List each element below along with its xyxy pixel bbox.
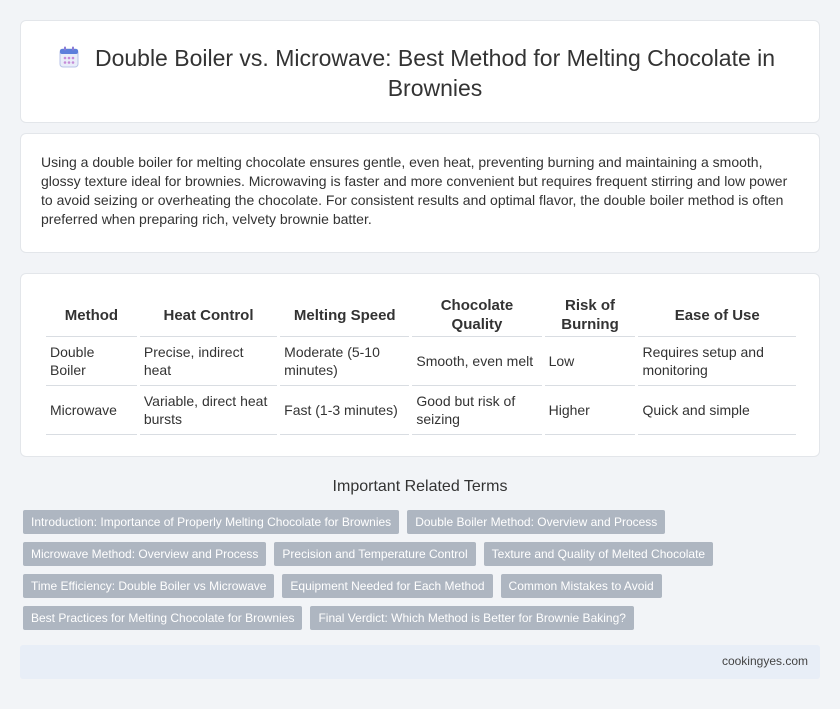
related-term-tag[interactable]: Microwave Method: Overview and Process	[23, 542, 266, 566]
table-cell-melting-speed: Moderate (5-10 minutes)	[280, 337, 409, 386]
table-cell-method: Microwave	[46, 386, 137, 435]
column-header-heat-control: Heat Control	[140, 294, 277, 337]
table-row	[46, 337, 796, 386]
column-header-risk-of-burning: Risk of Burning	[545, 294, 636, 337]
header-card	[20, 20, 820, 123]
related-term-tag[interactable]: Common Mistakes to Avoid	[501, 574, 662, 598]
related-term-tag[interactable]: Texture and Quality of Melted Chocolate	[484, 542, 713, 566]
tag-row	[23, 606, 823, 630]
page-title-text: Double Boiler vs. Microwave: Best Method for Melting Chocolate in Brownies	[94, 45, 776, 101]
table-cell-risk-of-burning: Low	[545, 337, 636, 386]
site-link[interactable]: cookingyes.com	[721, 654, 808, 668]
column-header-chocolate-quality: Chocolate Quality	[412, 294, 541, 337]
table-cell-heat-control: Precise, indirect heat	[140, 337, 277, 386]
table-cell-heat-control: Variable, direct heat bursts	[140, 386, 277, 435]
related-terms-list	[23, 510, 823, 638]
table-cell-risk-of-burning: Higher	[545, 386, 636, 435]
table-cell-ease-of-use: Requires setup and monitoring	[638, 337, 796, 386]
column-header-ease-of-use: Ease of Use	[638, 294, 796, 337]
tag-row	[23, 510, 823, 534]
table-cell-ease-of-use: Quick and simple	[638, 386, 796, 435]
table-cell-chocolate-quality: Good but risk of seizing	[412, 386, 541, 435]
summary-card	[20, 133, 820, 253]
tag-row	[23, 574, 823, 598]
table-cell-melting-speed: Fast (1-3 minutes)	[280, 386, 409, 435]
page-title	[21, 43, 819, 103]
table-cell-method: Double Boiler	[46, 337, 137, 386]
related-term-tag[interactable]: Precision and Temperature Control	[274, 542, 475, 566]
related-term-tag[interactable]: Double Boiler Method: Overview and Process	[407, 510, 665, 534]
related-term-tag[interactable]: Time Efficiency: Double Boiler vs Microwave	[23, 574, 274, 598]
footer-bar	[20, 645, 820, 679]
related-terms-heading: Important Related Terms	[332, 478, 508, 495]
table-cell-chocolate-quality: Smooth, even melt	[412, 337, 541, 386]
related-term-tag[interactable]: Introduction: Importance of Properly Melting Chocolate for Brownies	[23, 510, 399, 534]
related-term-tag[interactable]: Equipment Needed for Each Method	[282, 574, 492, 598]
table-header-row	[46, 294, 796, 337]
comparison-table	[43, 294, 799, 435]
table-row	[46, 386, 796, 435]
summary-paragraph: Using a double boiler for melting chocolate ensures gentle, even heat, preventing burning and maintaining a smooth, glossy texture ideal for brownies. Microwaving is faster and more convenient but requires frequent stirring and low power to avoid seizing or overheating the chocolate. For consistent results and optimal flavor, the double boiler method is often preferred when preparing rich, velvety brownie batter.	[41, 154, 788, 227]
related-term-tag[interactable]: Final Verdict: Which Method is Better for Brownie Baking?	[310, 606, 633, 630]
comparison-table-card	[20, 273, 820, 457]
column-header-melting-speed: Melting Speed	[280, 294, 409, 337]
column-header-method: Method	[46, 294, 137, 337]
tag-row	[23, 542, 823, 566]
related-term-tag[interactable]: Best Practices for Melting Chocolate for Brownies	[23, 606, 302, 630]
